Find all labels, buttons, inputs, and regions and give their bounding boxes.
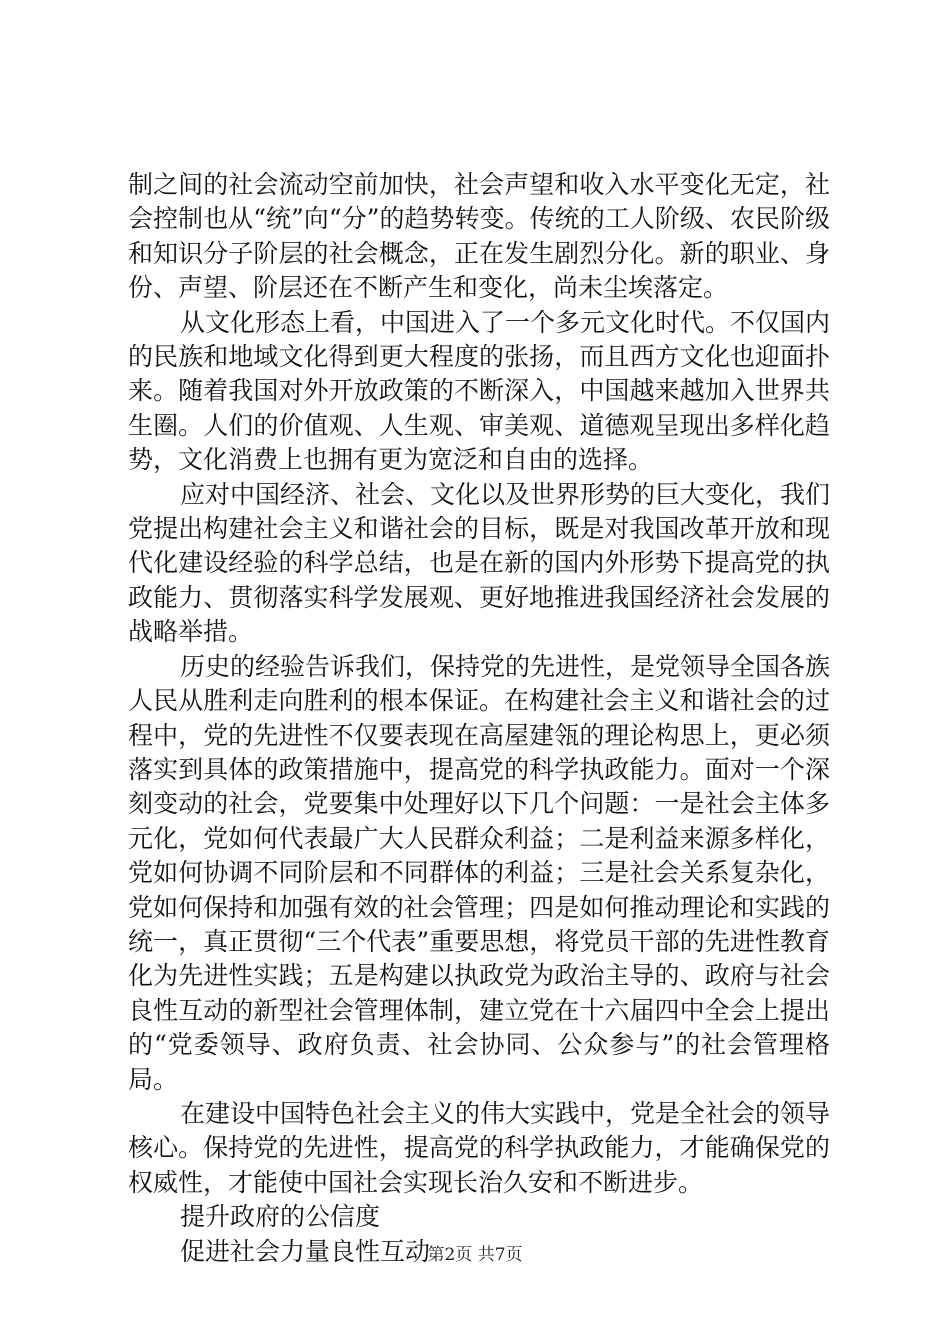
paragraph-conclusion: 在建设中国特色社会主义的伟大实践中，党是全社会的领导核心。保持党的先进性，提高党的科学执政能力，才能确保党的权威性，才能使中国社会实现长治久安和不断进步。 — [128, 1098, 831, 1197]
paragraph-party-advancement: 历史的经验告诉我们，保持党的先进性，是党领导全国各族人民从胜利走向胜利的根本保证。在构建社会主义和谐社会的过程中，党的先进性不仅要表现在高屋建瓴的理论构思上，更必须落实到具体的政策措施中，提高党的科学执政能力。面对一个深刻变动的社会，党要集中处理好以下几个问题：一是社会主体多元化，党如何代表最广大人民群众利益；二是利益来源多样化，党如何协调不同阶层和不同群体的利益；三是社会关系复杂化，党如何保持和加强有效的社会管理；四是如何推动理论和实践的统一，真正贯彻“三个代表”重要思想，将党员干部的先进性教育化为先进性实践；五是构建以执政党为政治主导的、政府与社会良性互动的新型社会管理体制，建立党在十六届四中全会上提出的“党委领导、政府负责、社会协同、公众参与”的社会管理格局。 — [128, 651, 831, 1094]
heading-government-credibility: 提升政府的公信度 — [180, 1202, 381, 1232]
paragraph-culture: 从文化形态上看，中国进入了一个多元文化时代。不仅国内的民族和地域文化得到更大程度的张扬，而且西方文化也迎面扑来。随着我国对外开放政策的不断深入，中国越来越加入世界共生圈。人们的价值观、人生观、审美观、道德观呈现出多样化趋势，文化消费上也拥有更为宽泛和自由的选择。 — [128, 307, 831, 475]
document-body — [128, 168, 830, 1269]
page-footer: 第2页 共7页 — [427, 1245, 523, 1265]
heading-social-interaction: 促进社会力量良性互动 — [180, 1236, 431, 1266]
paragraph-continued: 制之间的社会流动空前加快，社会声望和收入水平变化无定，社会控制也从“统”向“分”的趋势转变。传统的工人阶级、农民阶级和知识分子阶层的社会概念，正在发生剧烈分化。新的职业、身份、声望、阶层还在不断产生和变化，尚未尘埃落定。 — [128, 170, 830, 303]
paragraph-harmonious-society: 应对中国经济、社会、文化以及世界形势的巨大变化，我们党提出构建社会主义和谐社会的目标，既是对我国改革开放和现代化建设经验的科学总结，也是在新的国内外形势下提高党的执政能力、贯彻落实科学发展观、更好地推进我国经济社会发展的战略举措。 — [128, 479, 831, 647]
